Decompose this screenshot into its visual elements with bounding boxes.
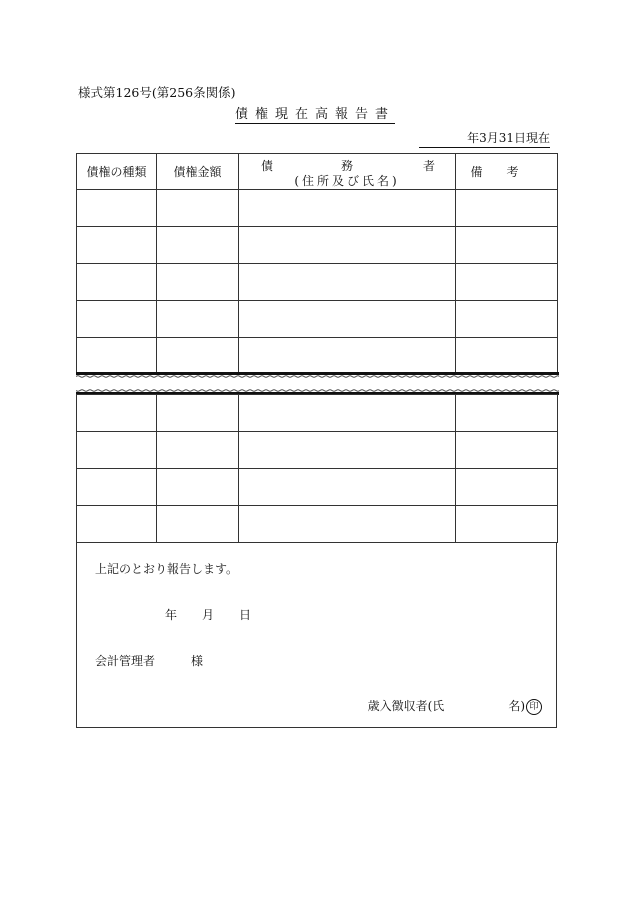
cell-claim-amount[interactable] [157, 227, 239, 264]
table-row [77, 395, 558, 432]
cell-remarks[interactable] [456, 506, 558, 543]
cell-remarks[interactable] [456, 301, 558, 338]
recipient-honorific: 様 [191, 654, 204, 668]
cell-claim-type[interactable] [77, 338, 157, 375]
cell-claim-amount[interactable] [157, 506, 239, 543]
report-statement: 上記のとおり報告します。 [95, 562, 239, 576]
cell-debtor[interactable] [239, 301, 456, 338]
day-label: 日 [239, 608, 252, 622]
cell-claim-amount[interactable] [157, 338, 239, 375]
table-row [77, 506, 558, 543]
cell-claim-type[interactable] [77, 190, 157, 227]
cell-claim-type[interactable] [77, 301, 157, 338]
cell-claim-amount[interactable] [157, 264, 239, 301]
cell-remarks[interactable] [456, 338, 558, 375]
signature-section [76, 542, 557, 728]
year-label: 年 [165, 608, 178, 622]
cell-remarks[interactable] [456, 395, 558, 432]
cell-claim-type[interactable] [77, 395, 157, 432]
header-claim-type: 債権の種類 [77, 154, 157, 190]
header-debtor-char-1: 債 [261, 159, 274, 173]
cell-debtor[interactable] [239, 227, 456, 264]
cell-claim-amount[interactable] [157, 395, 239, 432]
cell-remarks[interactable] [456, 432, 558, 469]
cell-claim-amount[interactable] [157, 469, 239, 506]
collector-suffix: 名) [508, 699, 525, 713]
table-row [77, 190, 558, 227]
cell-debtor[interactable] [239, 506, 456, 543]
table-row [77, 469, 558, 506]
cell-debtor[interactable] [239, 338, 456, 375]
document-title [0, 103, 630, 122]
cell-claim-amount[interactable] [157, 432, 239, 469]
cell-claim-type[interactable] [77, 264, 157, 301]
cell-claim-type[interactable] [77, 432, 157, 469]
header-claim-amount: 債権金額 [157, 154, 239, 190]
month-label: 月 [202, 608, 215, 622]
page-break-wave-top [76, 375, 559, 378]
seal-icon: 印 [526, 699, 542, 715]
cell-claim-type[interactable] [77, 227, 157, 264]
report-date [165, 606, 276, 623]
recipient-title: 会計管理者 [95, 654, 156, 668]
table-row [77, 264, 558, 301]
collector-prefix: 歳入徴収者(氏 [367, 699, 445, 713]
cell-remarks[interactable] [456, 469, 558, 506]
header-debtor [239, 154, 456, 190]
form-number: 様式第126号(第256条関係) [78, 85, 236, 100]
table-header-row [77, 154, 558, 190]
header-debtor-sub: (住所及び氏名) [294, 174, 400, 188]
header-debtor-char-3: 者 [422, 159, 435, 173]
cell-remarks[interactable] [456, 190, 558, 227]
header-debtor-char-2: 務 [341, 159, 354, 173]
table-row [77, 301, 558, 338]
cell-claim-amount[interactable] [157, 301, 239, 338]
recipient-line [95, 652, 203, 669]
cell-debtor[interactable] [239, 395, 456, 432]
cell-claim-type[interactable] [77, 469, 157, 506]
claims-table-bottom [76, 394, 558, 543]
cell-remarks[interactable] [456, 227, 558, 264]
cell-remarks[interactable] [456, 264, 558, 301]
collector-signature [368, 697, 542, 715]
table-row [77, 227, 558, 264]
cell-debtor[interactable] [239, 469, 456, 506]
as-of-date: 年3月31日現在 [419, 129, 550, 148]
header-remarks: 備考 [456, 154, 558, 190]
cell-claim-amount[interactable] [157, 190, 239, 227]
table-row [77, 432, 558, 469]
cell-debtor[interactable] [239, 432, 456, 469]
cell-debtor[interactable] [239, 190, 456, 227]
claims-table-top [76, 153, 558, 375]
document-title-text: 債権現在高報告書 [234, 107, 395, 122]
cell-debtor[interactable] [239, 264, 456, 301]
cell-claim-type[interactable] [77, 506, 157, 543]
table-row [77, 338, 558, 375]
